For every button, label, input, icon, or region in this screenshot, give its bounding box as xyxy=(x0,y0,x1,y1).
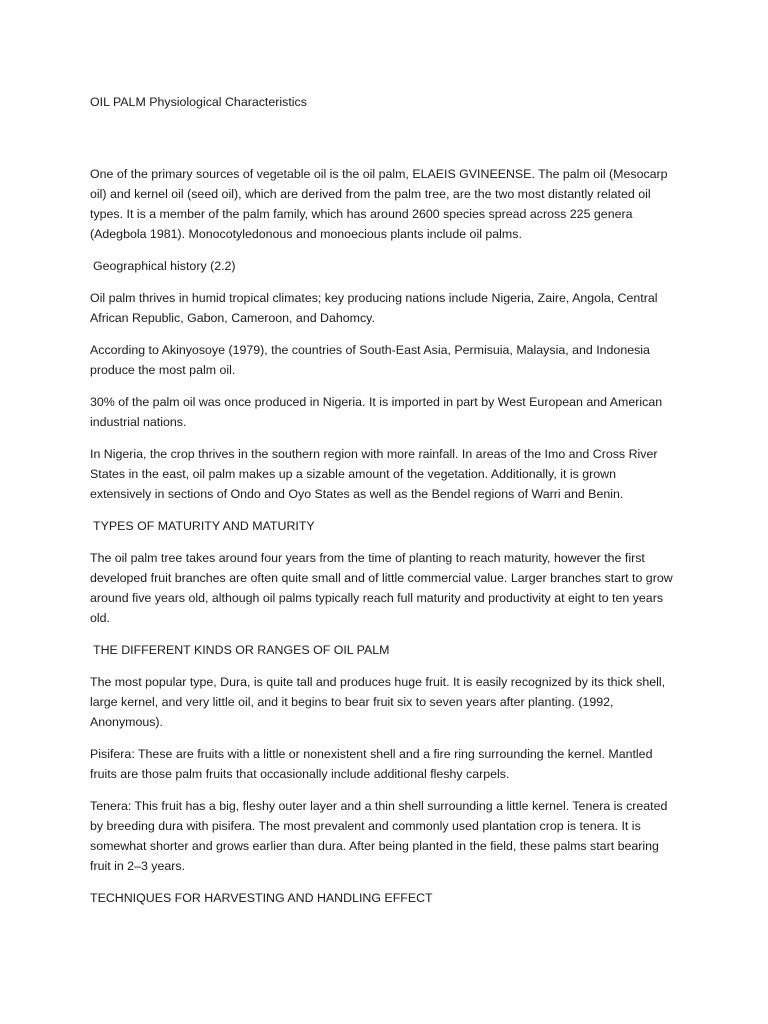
paragraph-climates: Oil palm thrives in humid tropical climates; key producing nations include Nigeria, Zaire, Angola, Central African Republic, Gabon, Cameroon, and Dahomcy. xyxy=(90,291,658,325)
paragraph-akinyosoye: According to Akinyosoye (1979), the countries of South-East Asia, Permisuia, Malaysia, and Indonesia produce the most palm oil. xyxy=(90,343,650,377)
paragraph-intro: One of the primary sources of vegetable oil is the oil palm, ELAEIS GVINEENSE. The palm oil (Mesocarp oil) and kernel oil (seed oil), which are derived from the palm tree, are the two most distantly related oil types. It is a member of the palm family, which has around 2600 species spread across 225 genera (Adegbola 1981). Monocotyledonous and monoecious plants include oil palms. xyxy=(90,167,668,241)
document-page xyxy=(90,92,680,920)
paragraph-nigeria-production: 30% of the palm oil was once produced in Nigeria. It is imported in part by West European and American industrial nations. xyxy=(90,395,663,429)
heading-types-of-maturity: TYPES OF MATURITY AND MATURITY xyxy=(93,519,315,533)
heading-kinds-of-oil-palm: THE DIFFERENT KINDS OR RANGES OF OIL PALM xyxy=(93,643,390,657)
heading-harvesting-techniques: TECHNIQUES FOR HARVESTING AND HANDLING EFFECT xyxy=(90,891,433,905)
paragraph-dura: The most popular type, Dura, is quite tall and produces huge fruit. It is easily recognized by its thick shell, large kernel, and very little oil, and it begins to bear fruit six to seven years after planting. (1992, Anonymous). xyxy=(90,675,666,729)
paragraph-tenera: Tenera: This fruit has a big, fleshy outer layer and a thin shell surrounding a little kernel. Tenera is created by breeding dura with pisifera. The most prevalent and commonly used plantation crop is tenera. It is somewhat shorter and grows earlier than dura. After being planted in the field, these palms start bearing fruit in 2–3 years. xyxy=(90,799,668,873)
heading-geographical-history: Geographical history (2.2) xyxy=(93,259,236,273)
paragraph-nigeria-regions: In Nigeria, the crop thrives in the southern region with more rainfall. In areas of the Imo and Cross River States in the east, oil palm makes up a sizable amount of the vegetation. Additionally, it is grown extensively in sections of Ondo and Oyo States as well as the Bendel regions of Warri and Benin. xyxy=(90,447,658,501)
paragraph-maturity: The oil palm tree takes around four years from the time of planting to reach maturity, however the first developed fruit branches are often quite small and of little commercial value. Larger branches start to grow around five years old, although oil palms typically reach full maturity and productivity at eight to ten years old. xyxy=(90,551,673,625)
document-title: OIL PALM Physiological Characteristics xyxy=(90,95,307,109)
paragraph-pisifera: Pisifera: These are fruits with a little or nonexistent shell and a fire ring surrounding the kernel. Mantled fruits are those palm fruits that occasionally include additional fleshy carpels. xyxy=(90,747,653,781)
